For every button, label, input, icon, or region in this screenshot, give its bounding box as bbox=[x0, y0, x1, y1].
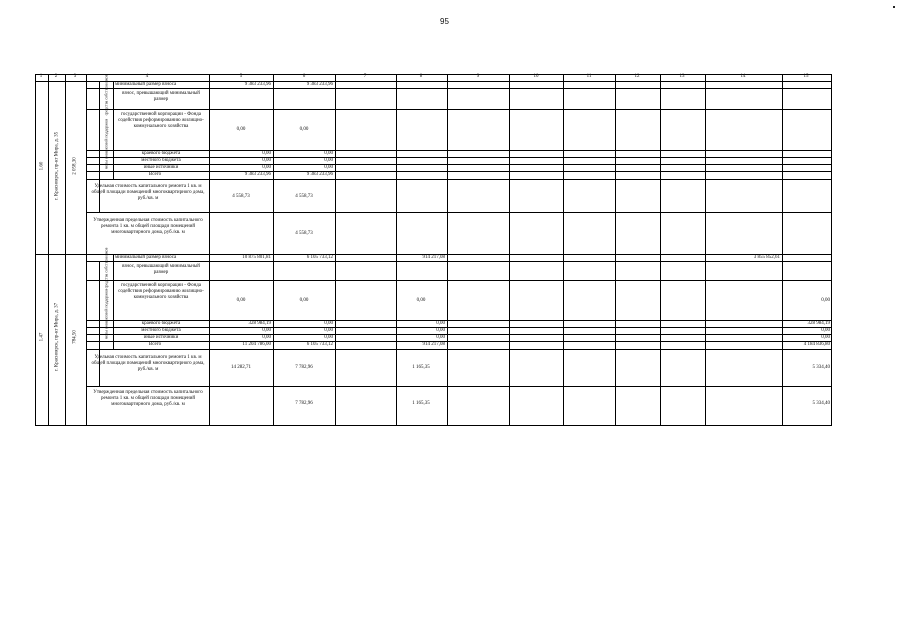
cell: 14 282,71 bbox=[231, 365, 251, 370]
rule bbox=[86, 109, 832, 110]
address: г. Красноярск, пр-кт Мира, д. 37 bbox=[54, 302, 60, 372]
category-owners: средства собственников bbox=[103, 74, 109, 116]
rule bbox=[86, 320, 832, 321]
col-header: 14 bbox=[740, 74, 746, 79]
cell: 914 217,08 bbox=[422, 342, 445, 347]
vrule bbox=[615, 74, 616, 426]
cell: 0,00 bbox=[324, 151, 333, 156]
category-support: меры финансовой поддержки bbox=[103, 288, 109, 340]
vrule bbox=[273, 74, 274, 426]
label-regional: краевого бюджета bbox=[141, 321, 181, 326]
cell: 0,00 bbox=[416, 298, 426, 303]
cell: 0,00 bbox=[262, 158, 271, 163]
cell: 7 782,96 bbox=[295, 401, 313, 406]
cell: 4 558,73 bbox=[295, 194, 313, 199]
col-header: 5 bbox=[239, 74, 243, 79]
vrule bbox=[660, 74, 661, 426]
label-extra-fee: взнос, превышающий минимальный размер bbox=[122, 91, 200, 102]
label-fund: государственной корпорации - Фонда содействия реформированию жилищно-коммунального хозяйства bbox=[118, 112, 204, 129]
col-header: 1 bbox=[39, 74, 43, 79]
repair-cost-table bbox=[35, 74, 832, 426]
rule bbox=[86, 280, 832, 281]
label-approved-cost: Утвержденная предельная стоимость капитального ремонта 1 кв. м общей площади помещений многоквартирного дома, руб./кв. м bbox=[93, 390, 203, 407]
category-owners: средства собственников bbox=[103, 247, 109, 289]
rule bbox=[86, 386, 832, 387]
vrule bbox=[35, 74, 36, 426]
rule bbox=[86, 349, 832, 350]
rule bbox=[86, 171, 832, 172]
col-header: 3 bbox=[73, 74, 77, 79]
vrule bbox=[113, 280, 114, 350]
label-total: Всего bbox=[148, 172, 162, 177]
label-specific-cost: Удельная стоимость капитального ремонта 1 кв. м общей площади помещений многоквартирного дома, руб./кв. м bbox=[91, 184, 205, 201]
vrule bbox=[396, 74, 397, 426]
vrule bbox=[705, 74, 706, 426]
label-other: иные источники bbox=[143, 165, 179, 170]
vrule bbox=[113, 254, 114, 280]
cell: 0,00 bbox=[324, 321, 333, 326]
cell: 5 334,40 bbox=[812, 401, 830, 406]
cell: 0,00 bbox=[324, 335, 333, 340]
vrule bbox=[48, 74, 49, 426]
cell: 9 383 233,96 bbox=[306, 172, 333, 177]
vrule bbox=[113, 109, 114, 180]
cell: 9 383 233,96 bbox=[244, 82, 271, 87]
col-header: 6 bbox=[302, 74, 306, 79]
page-number: 95 bbox=[440, 17, 449, 26]
label-local: местного бюджета bbox=[141, 158, 181, 163]
scan-speck bbox=[893, 6, 895, 8]
vrule bbox=[447, 74, 448, 426]
cell: 328 984,19 bbox=[248, 321, 271, 326]
cell: 4 558,73 bbox=[295, 231, 313, 236]
cell: 0,00 bbox=[236, 298, 246, 303]
rule bbox=[86, 150, 832, 151]
cell: 5 334,40 bbox=[812, 365, 830, 370]
rule-top bbox=[35, 74, 832, 75]
label-min-fee: минимальный размер взноса bbox=[115, 82, 177, 87]
cell: 0,00 bbox=[324, 165, 333, 170]
rule bbox=[86, 334, 832, 335]
col-header: 11 bbox=[586, 74, 592, 79]
col-header: 15 bbox=[803, 74, 809, 79]
cell: 0,00 bbox=[821, 298, 830, 303]
cell: 9 383 233,96 bbox=[306, 82, 333, 87]
cell: 0,00 bbox=[436, 335, 445, 340]
vrule bbox=[86, 74, 87, 426]
col-header: 2 bbox=[54, 74, 58, 79]
cell: 0,00 bbox=[262, 165, 271, 170]
row-index: 1.60 bbox=[39, 161, 45, 171]
label-regional: краевого бюджета bbox=[141, 151, 181, 156]
label-specific-cost: Удельная стоимость капитального ремонта 1 кв. м общей площади помещений многоквартирного дома, руб./кв. м bbox=[91, 355, 205, 372]
rule bbox=[86, 261, 832, 262]
rule bbox=[86, 88, 832, 89]
rule bbox=[86, 341, 832, 342]
label-fund: государственной корпорации - Фонда содействия реформированию жилищно-коммунального хозяйства bbox=[118, 283, 204, 300]
address: г. Красноярск, пр-кт Мира, д. 35 bbox=[54, 131, 60, 201]
cell: 10 875 801,81 bbox=[242, 255, 271, 260]
col-header: 8 bbox=[419, 74, 423, 79]
area: 2 058,30 bbox=[72, 157, 78, 175]
col-header: 10 bbox=[533, 74, 539, 79]
rule bbox=[86, 327, 832, 328]
cell: 6 105 733,12 bbox=[306, 342, 333, 347]
cell: 0,00 bbox=[324, 328, 333, 333]
cell: 0,00 bbox=[236, 127, 246, 132]
cell: 0,00 bbox=[821, 335, 830, 340]
cell: 0,00 bbox=[299, 298, 309, 303]
cell: 3 855 852,61 bbox=[753, 255, 780, 260]
cell: 328 984,19 bbox=[807, 321, 830, 326]
cell: 0,00 bbox=[436, 321, 445, 326]
cell: 9 383 233,96 bbox=[244, 172, 271, 177]
cell: 0,00 bbox=[299, 127, 309, 132]
label-extra-fee: взнос, превышающий минимальный размер bbox=[122, 264, 200, 275]
rule bbox=[86, 164, 832, 165]
label-other: иные источники bbox=[143, 335, 179, 340]
cell: 6 105 733,12 bbox=[306, 255, 333, 260]
area: 784,50 bbox=[72, 330, 78, 344]
row-index: 1.47 bbox=[39, 332, 45, 342]
cell: 0,00 bbox=[821, 328, 830, 333]
rule-bottom bbox=[35, 425, 832, 426]
cell: 0,00 bbox=[262, 335, 271, 340]
label-total: Всего bbox=[148, 342, 162, 347]
vrule bbox=[563, 74, 564, 426]
vrule bbox=[782, 74, 783, 426]
cell: 4 184 836,80 bbox=[803, 342, 830, 347]
vrule bbox=[509, 74, 510, 426]
col-header: 9 bbox=[476, 74, 480, 79]
label-min-fee: минимальный размер взноса bbox=[115, 255, 177, 260]
cell: 0,00 bbox=[262, 151, 271, 156]
col-header: 13 bbox=[679, 74, 685, 79]
cell: 4 558,73 bbox=[232, 194, 250, 199]
category-support: меры финансовой поддержки bbox=[103, 118, 109, 170]
cell: 7 782,96 bbox=[295, 365, 313, 370]
cell: 1 165,35 bbox=[412, 365, 430, 370]
vrule bbox=[335, 74, 336, 426]
cell: 11 204 786,00 bbox=[242, 342, 271, 347]
vrule bbox=[209, 74, 210, 426]
rule bbox=[86, 157, 832, 158]
col-header: 4 bbox=[145, 74, 149, 79]
vrule bbox=[831, 74, 832, 426]
rule bbox=[86, 179, 832, 180]
col-header: 12 bbox=[634, 74, 640, 79]
cell: 914 217,08 bbox=[422, 255, 445, 260]
vrule bbox=[65, 74, 66, 426]
rule bbox=[86, 212, 832, 213]
cell: 0,00 bbox=[324, 158, 333, 163]
cell: 0,00 bbox=[436, 328, 445, 333]
col-header: 7 bbox=[363, 74, 367, 79]
cell: 1 165,35 bbox=[412, 401, 430, 406]
label-approved-cost: Утвержденная предельная стоимость капитального ремонта 1 кв. м общей площади помещений многоквартирного дома, руб./кв. м bbox=[93, 218, 203, 235]
cell: 0,00 bbox=[262, 328, 271, 333]
label-local: местного бюджета bbox=[141, 328, 181, 333]
vrule bbox=[113, 81, 114, 109]
